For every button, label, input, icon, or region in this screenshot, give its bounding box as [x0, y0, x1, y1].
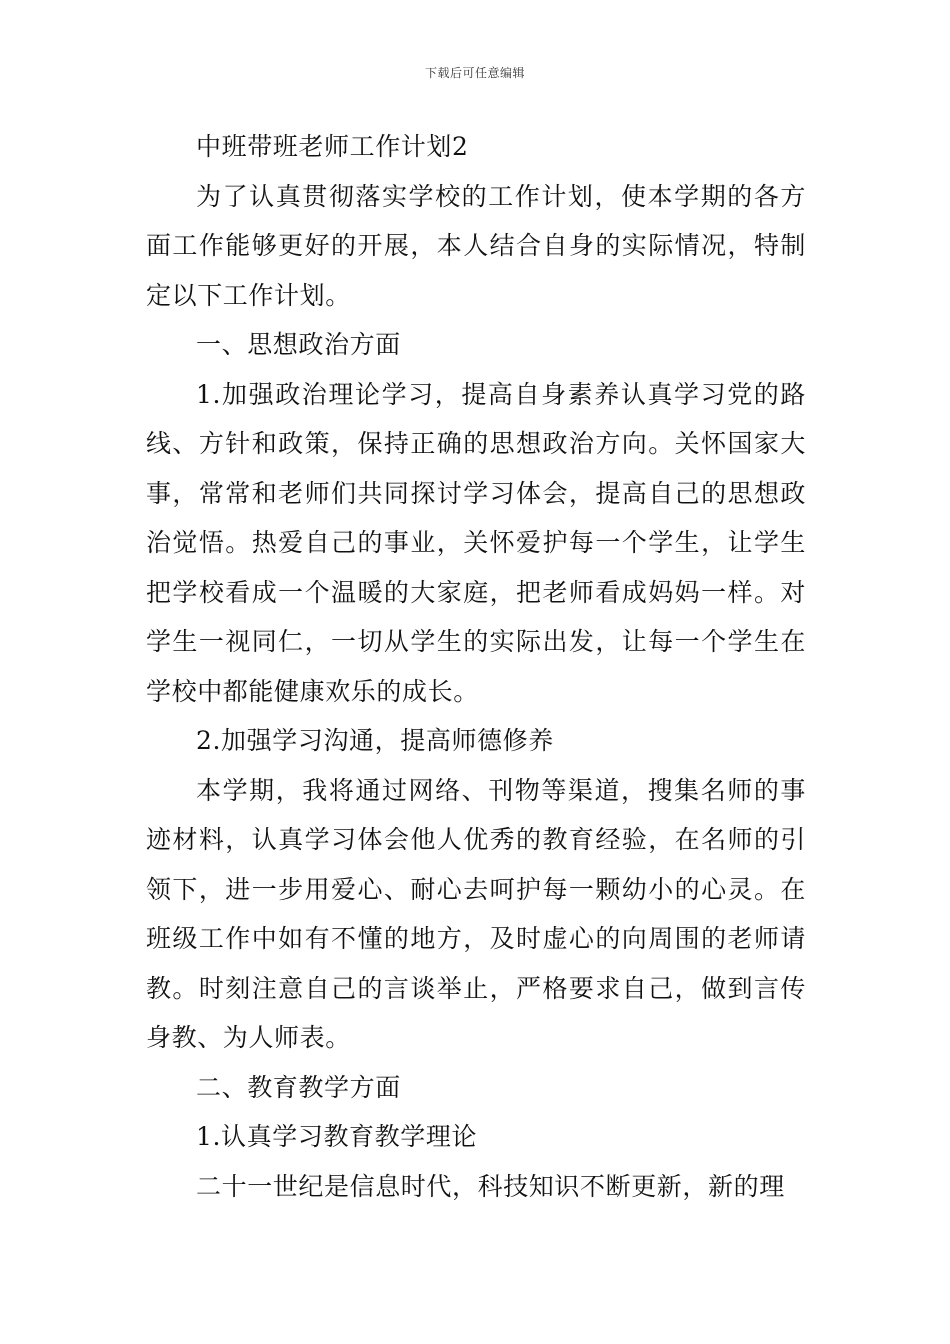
section-heading-teaching: 二、教育教学方面: [196, 1072, 401, 1102]
paragraph-ethics: 本学期，我将通过网络、刊物等渠道，搜集名师的事迹材料，认真学习体会他人优秀的教育经验，在名师的引领下，进一步用爱心、耐心去呵护每一颗幼小的心灵。在班级工作中如有不懂的地方，及时虚心的向周围的老师请教。时刻注意自己的言谈举止，严格要求自己，做到言传身教、为人师表。: [146, 775, 806, 1052]
section-heading-ideology: 一、思想政治方面: [196, 330, 401, 359]
paragraph-political-study: 1.加强政治理论学习，提高自身素养认真学习党的路线、方针和政策，保持正确的思想政治方向。关怀国家大事，常常和老师们共同探讨学习体会，提高自己的思想政治觉悟。热爱自己的事业，关怀爱护每一个学生，让学生把学校看成一个温暖的大家庭，把老师看成妈妈一样。对学生一视同仁，一切从学生的实际出发，让每一个学生在学校中都能健康欢乐的成长。: [146, 379, 806, 706]
document-title: 中班带班老师工作计划2: [196, 132, 469, 161]
page-header-note: 下载后可任意编辑: [424, 66, 525, 80]
subheading-ethics: 2.加强学习沟通，提高师德修养: [196, 726, 554, 755]
document-body: [146, 122, 806, 1211]
intro-paragraph: 为了认真贯彻落实学校的工作计划，使本学期的各方面工作能够更好的开展，本人结合自身的实际情况，特制定以下工作计划。: [146, 181, 806, 310]
subheading-teaching-theory: 1.认真学习教育教学理论: [196, 1122, 478, 1151]
paragraph-teaching-theory: 二十一世纪是信息时代，科技知识不断更新，新的理: [196, 1171, 785, 1201]
